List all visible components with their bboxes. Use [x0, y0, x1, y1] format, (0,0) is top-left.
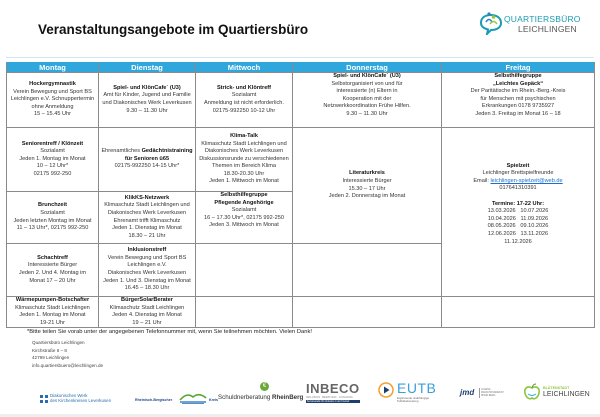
event-inklusionstreff: Inklusionstreff Verein Bewegung und Sport BS Leichlingen e.V. Diakonisches Werk Leverkusen Jeden 1. Und 3. Dienstag im Monat 16.45 – 18.30 Uhr [99, 244, 196, 297]
event-brunchzeit: Brunchzeit Sozialamt Jeden letzten Montag im Monat 11 – 13 Uhr*, 02175 992-250 [7, 192, 99, 244]
apple-icon [524, 383, 540, 401]
logo-line-1: QUARTIERSBÜRO [504, 14, 581, 24]
event-gedaechtnistraining: Ehrenamtliches Gedächtnistraining für Senioren ü65 02175-992250 14-15 Uhr* [99, 128, 196, 192]
termine-date: 13.03.2026 10.07.2026 [487, 208, 549, 215]
column-header-mittwoch: Mittwoch [196, 62, 293, 73]
header-divider [6, 57, 594, 58]
quartiersbuero-logo [478, 11, 581, 37]
logo-line-2: LEICHLINGEN [518, 24, 577, 34]
event-selbsthilfe-pflegende-angehoerige: Selbsthilfegruppe Pflegende Angehörige Sozialamt 16 – 17.30 Uhr*, 02175 992-250 Jeden 3. Mittwoch im Monat [196, 192, 293, 244]
sponsor-logos: Diakonisches Werk des Kirchenkreises Leverkusen Rheinisch-Bergischer Kreis € Schuldnerberatung RheinBerg INBECO INKLUSION · BERATUNG · COACHING Servicestelle für Inklusion in der Freizeit EUTB Ergänzende unabhängige Teilhabeberatung jmd JUGEND MIGRATIONSDIENST RHEIN-BERG BLÜTENSTADT LEICHLINGEN [0, 378, 600, 414]
event-hockergymnastik: Hockergymnastik Verein Bewegung und Sport BS Leichlingen e.V. Schnuppertermin ohne Anmeldung 15 – 15.45 Uhr [7, 73, 99, 128]
address-block [32, 339, 103, 369]
address-email: info.quartiersbuero@leichlingen.de [32, 362, 104, 368]
table-row [7, 297, 595, 328]
column-header-donnerstag: Donnerstag [293, 62, 442, 73]
address-name: Quartiersbüro Leichlingen [32, 340, 85, 345]
column-header-freitag: Freitag [442, 62, 595, 73]
address-city: 42799 Leichlingen [32, 355, 70, 361]
table-header-row [7, 62, 595, 73]
empty-cell [293, 244, 442, 297]
event-literaturkreis: Literaturkreis Interessierte Bürger 15.30 – 17 Uhr Jeden 2. Donnerstag im Monat [293, 128, 442, 244]
event-klima-talk: Klima-Talk Klimaschutz Stadt Leichlingen und Diakonisches Werk Leverkusen Diskussionsrunde zu verschiedenen Themen im Bereich Klima 18.30-20.30 Uhr Jeden 1. Mittwoch im Monat [196, 128, 293, 192]
speech-bubble-people-icon [478, 11, 504, 35]
empty-cell [196, 244, 293, 297]
email-link[interactable]: leichlingen-spielzeit@web.de [490, 177, 563, 184]
event-schachtreff: Schachtreff Interessierte Bürger Jeden 2. Und 4. Montag im Monat 17 – 20 Uhr [7, 244, 99, 297]
event-seniorentreff-kloenzeit: Seniorentreff / Klönzeit Sozialamt Jeden 1. Montag im Monat 10 – 12 Uhr* 02175 992-250 [7, 128, 99, 192]
address-street: Kirchstraße 6 – 8 [32, 347, 67, 353]
table-row [7, 128, 595, 192]
schedule-table [6, 62, 595, 328]
event-selbsthilfe-leichtes-gepaeck: Selbsthilfegruppe „Leichtes Gepäck“ Der Paritätische im Rhein.-Berg.-Kreis für Menschen mit psychischen Erkrankungen 0178 9735927 Jeden 3. Freitag im Monat 16 – 18 [442, 73, 595, 128]
termine-date: 11.12.2026 [504, 238, 532, 245]
event-spielzeit: Spielzeit Leichlinger Brettspielfreunde Email: leichlingen-spielzeit@web.de 017641310391 Termine: 17-22 Uhr: 13.03.2026 10.07.2026 10.04.2026 11.09.2026 08.05.2026 09.10.2026 12.06.2026 13.11.2026 11.12.2026 [442, 128, 595, 297]
event-waermepumpen-botschafter: Wärmepumpen-Botschafter Klimaschutz Stadt Leichlingen Jeden 1. Montag im Monat 19-21 Uhr [7, 297, 99, 328]
hills-icon [179, 392, 207, 404]
play-circle-icon [378, 382, 394, 398]
euro-bubble-icon: € [260, 382, 269, 391]
empty-cell [293, 297, 442, 328]
event-klikks-netzwerk: KlikKS-Netzwerk Klimaschutz Stadt Leichlingen und Diakonisches Werk Leverkusen Ehrenamt trifft Klimaschutz Jeden 1. Dienstag im Monat 18.30 – 21 Uhr [99, 192, 196, 244]
event-spiel-kloencafe-dienstag: Spiel- und KlönCafe´ (U3) Amt für Kinder, Jugend und Familie und Diakonisches Werk Leverkusen 9.30 – 11.30 Uhr [99, 73, 196, 128]
column-header-dienstag: Dienstag [99, 62, 196, 73]
page-title: Veranstaltungsangebote im Quartiersbüro [38, 22, 309, 37]
termine-date: 08.05.2026 09.10.2026 [487, 223, 549, 230]
diakonie-cross-icon [40, 395, 48, 403]
empty-cell [442, 297, 595, 328]
registration-note: *Bitte teilen Sie vorab unter der angegebenen Telefonnummer mit, wenn Sie teilnehmen möchten. Vielen Dank! [27, 329, 312, 335]
termine-date: 10.04.2026 11.09.2026 [487, 215, 549, 222]
event-spiel-kloencafe-donnerstag: Spiel- und KlönCafe´ (U3) Selbstorganisiert von und für interessierte (n) Eltern in Kooperation mit der Netzwerkkoordination Frühe Hilfen. 9.30 – 11.30 Uhr [293, 73, 442, 128]
event-buergersolarberater: BürgerSolarBerater Klimaschutz Stadt Leichlingen Jeden 4. Dienstag im Monat 19 – 21 Uhr [99, 297, 196, 328]
column-header-montag: Montag [7, 62, 99, 73]
empty-cell [196, 297, 293, 328]
termine-date: 12.06.2026 13.11.2026 [487, 230, 549, 237]
table-row [7, 73, 595, 128]
logo-inbeco: INBECO INKLUSION · BERATUNG · COACHING Servicestelle für Inklusion in der Freizeit [306, 381, 360, 403]
event-strick-kloentreff: Strick- und Klöntreff Sozialamt Anmeldung ist nicht erforderlich. 02175-992250 10-12 Uhr [196, 73, 293, 128]
